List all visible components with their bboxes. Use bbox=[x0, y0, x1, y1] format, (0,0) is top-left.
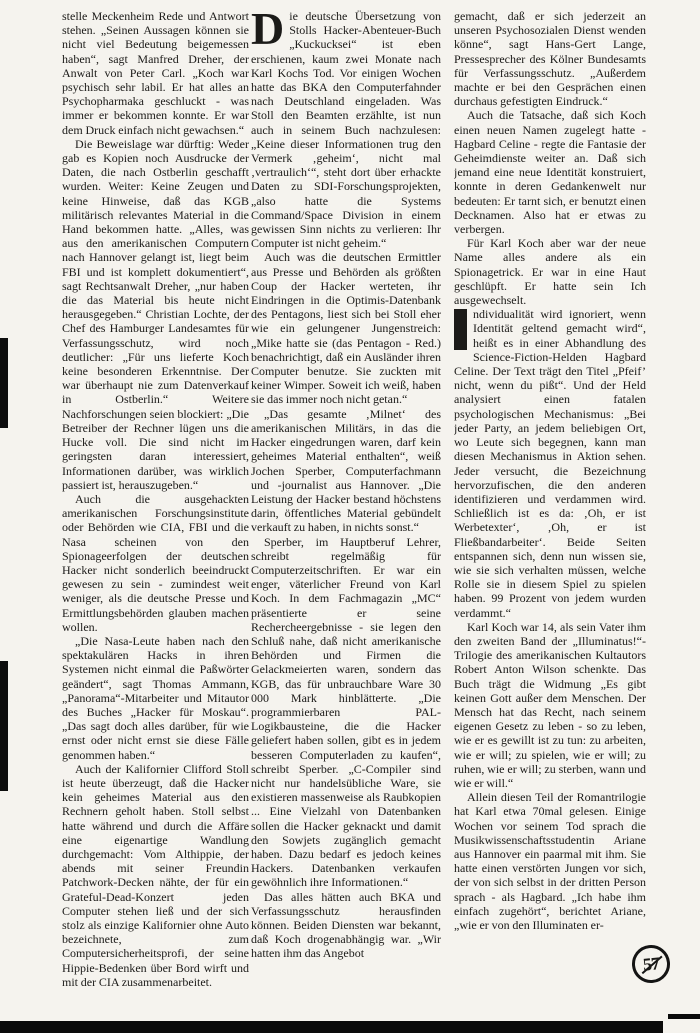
bottom-rule-bar bbox=[0, 1021, 663, 1033]
paragraph: Sperber, im Hauptberuf Lehrer, schreibt regelmäßig für Computerzeitschriften. Er war ein enger, väterlicher Freund von Karl Koch. In dem Fachmagazin „MC“ präsentierte er seine Rechercheergebnisse - sie legen den Schluß nahe, daß nicht amerikanische Behörden und Firmen die Gelackmeierten waren, sondern das KGB, das für unbrauchbare Ware 30 000 Mark hinblätterte. „Die programmierbaren PAL-Logikbausteine, die die Hacker geliefert haben sollen, gibt es in jedem besseren Computerladen zu kaufen“, schreibt Sperber. „C-Compiler sind nicht nur handelsübliche Ware, sie existieren massenweise als Raubkopien ... Eine Vielzahl von Datenbanken sollen die Hacker geknackt und damit den Sowjets zugänglich gemacht haben. Dazu bedarf es jedoch keines Hackers. Datenbanken verkaufen gewöhnlich ihre Informationen.“ bbox=[251, 534, 441, 890]
paragraph: stelle Meckenheim Rede und Antwort stehen. „Seinen Aussagen können sie nicht viel Bedeutung beigemessen haben“, sagt Manfred Dreher, der Anwalt von Peter Carl. „Koch war psychisch sehr labil. Er hat alles an Psychopharmaka geschluckt - was immer er bekommen konnte. Er war dem Druck einfach nicht gewachsen.“ bbox=[62, 9, 249, 137]
drop-cap-letter: D bbox=[251, 9, 285, 54]
paragraph: Für Karl Koch aber war der neue Name alles andere als ein Spionagetrick. Er war in eine Haut geschlüpft. Er hatte sein Ich ausgewechselt. bbox=[454, 236, 646, 308]
page-number-value: 57 bbox=[641, 952, 660, 975]
left-edge-mark-bottom bbox=[0, 661, 8, 791]
paragraph: Die deutsche Übersetzung von Stolls Hacker-Abenteuer-Buch „Kuckucksei“ ist eben erschienen, kaum zwei Monate nach Karl Kochs Tod. Vor einigen Wochen hatte das BKA den Computerfahnder nach Deutschland eingeladen. Was Stoll den Beamten erzählte, ist nun auch in seinem Buch nachzulesen: „Keine dieser Informationen trug den Vermerk ‚geheim‘, nicht mal ‚vertraulich‘“, steht dort über erhackte Daten zu SDI-Forschungsprojekten, „also hatte die Systems Command/Space Division in einem gewissen Sinn nichts zu verlieren: Ihr Computer ist nicht geheim.“ bbox=[251, 9, 441, 251]
paragraph: Karl Koch war 14, als sein Vater ihm den zweiten Band der „Illuminatus!“-Trilogie des amerikanischen Kultautors Robert Anton Wilson schenkte. Das Buch trägt die Widmung „Es gibt keinen Gott außer dem Menschen. Der Mensch hat das Recht, nach seinem eigenen Gesetz zu leben - so zu leben, wie er es gewillt ist zu tun: zu arbeiten, wie er will; zu spielen, wie er will; zu ruhen, wie er will; zu sterben, wann und wie er will.“ bbox=[454, 619, 646, 790]
drop-cap-letter bbox=[454, 309, 467, 350]
paragraph: Die Beweislage war dürftig: Weder gab es Kopien noch Ausdrucke der Daten, die nach Ostberlin geschafft wurden. Weiter: Keine Zeugen und keine Hinweise, daß das KGB militärisch relevantes Material in die Hand bekommen hatte. „Alles, was aus den amerikanischen Computern nach Hannover gelangt ist, liegt beim FBI und ist komplett dokumentiert“, sagt Rechtsanwalt Dreher, „nur haben die das Material bis heute nicht herausgegeben.“ Christian Lochte, der Chef des Hamburger Landesamtes für Verfassungsschutz, wird noch deutlicher: „Für uns lieferte Koch keine besonderen Erkenntnise. Der war überhaupt nie zum Datenverkauf in Ostberlin.“ Weitere Nachforschungen seien blockiert: „Die Betreiber der Rechner lügen uns die Hucke voll. Die sind nicht im geringsten daran interessiert, Informationen darüber, was wirklich passiert ist, herauszugeben.“ bbox=[62, 136, 249, 492]
paragraph: gemacht, daß er sich jederzeit an unseren Psychosozialen Dienst wenden könne“, sagt Hans-Gert Lange, Pressesprecher des Kölner Bundesamts für Verfassungsschutz. „Außerdem machte er bei den Gesprächen einen durchaus gefestigten Eindruck.“ bbox=[454, 9, 646, 109]
paragraph: Auch der Kalifornier Clifford Stoll ist heute überzeugt, daß die Hacker kein geheimes Material aus den Rechnern geholt haben. Stoll selbst hatte während und durch die Affäre eine eigenartige Wandlung durchgemacht: Vom Althippie, der abends mit seiner Freundin Patchwork-Decken nähte, der für ein Grateful-Dead-Konzert jeden Computer stehen ließ und der sich stolz als einzige Kalifornier ohne Auto bezeichnete, zum Computersicherheitsprofi, der seine Hippie-Bedenken über Bord wirft und mit der CIA zusammenarbeitet. bbox=[62, 761, 249, 989]
bottom-rule-bar-right-segment bbox=[668, 1014, 700, 1019]
text-column-middle bbox=[251, 9, 441, 1011]
paragraph: ndividualität wird ignoriert, wenn Identität geltend gemacht wird“, heißt es in einer Abhandlung des Science-Fiction-Helden Hagbard Celine. Der Text trägt den Titel „Pfeif’ nicht, wenn du pißt“. Und der Held analysiert einen fatalen psychologischen Mechanismus: „Bei jeder Party, an jedem beliebigen Ort, wo Leute sich begegnen, kann man diesen Mechanismus in Aktion sehen. Jeder versucht, die Bezeichnung hervorzufischen, die den anderen identifizieren und verdammen wird. Schließlich ist es da: ‚Oh, er ist Werbetexter‘, ‚Oh, er ist Fließbandarbeiter‘. Beide Seiten entspannen sich, denn nun wissen sie, wie sie sich verhalten müssen, welche Rolle sie in diesem Spiel zu spielen haben. 99 Prozent von jedem wurden verdammt.“ bbox=[454, 307, 646, 620]
paragraph: Das alles hätten auch BKA und Verfassungsschutz herausfinden können. Beiden Diensten war bekannt, daß Koch drogenabhängig war. „Wir hatten ihm das Angebot bbox=[251, 889, 441, 961]
paragraph: Auch was die deutschen Ermittler aus Presse und Behörden als größten Coup der Hacker werteten, ihr Eindringen in die Optimis-Datenbank des Pentagons, liest sich bei Stoll eher wie ein gelungener Jungenstreich: „Mike hatte sie (das Pentagon - Red.) benachrichtigt, daß ein Ausländer ihren Computer benutze. Sie zuckten mit keiner Wimper. Soweit ich weiß, haben sie das immer noch nicht getan.“ bbox=[251, 250, 441, 407]
paragraph: „Die Nasa-Leute haben nach den spektakulären Hacks in ihren Systemen nicht einmal die Paßwörter geändert“, sagt Thomas Ammann, „Panorama“-Mitarbeiter und Mitautor des Buches „Hacker für Moskau“. „Das sagt doch alles darüber, für wie ernst oder nicht ernst sie diese Fälle genommen haben.“ bbox=[62, 633, 249, 762]
text-column-right bbox=[454, 9, 646, 1011]
paragraph: Auch die ausgehackten amerikanischen Forschungsinstitute oder Behörden wie CIA, FBI und die Nasa scheinen von den Spionageerfolgen der deutschen Hacker nicht sonderlich beeindruckt gewesen zu sein - zumindest weit weniger, als die deutsche Presse und Ermittlungsbehörden glauben machen wollen. bbox=[62, 491, 249, 634]
text-column-left bbox=[62, 9, 249, 1011]
paragraph: Allein diesen Teil der Romantrilogie hat Karl etwa 70mal gelesen. Einige Wochen vor seinem Tod sprach die Musikwissenschaftsstudentin Ariane aus Hannover ein paarmal mit ihm. Sie hatte einen verstörten Jungen vor sich, der von sich selbst in der dritten Person sprach - als Hagbard. „Ich habe ihm einfach zugehört“, berichtet Ariane, „wie er von den Illuminaten er- bbox=[454, 790, 646, 932]
paragraph: Auch die Tatsache, daß sich Koch einen neuen Namen zugelegt hatte - Hagbard Celine - regte die Fantasie der Geheimdienste weiter an. Daß sich jemand eine neue Identität konstruiert, konnte in deren Gedankenwelt nur bedeuten: Er tarnt sich, er benutzt einen Decknamen. Also hat er etwas zu verbergen. bbox=[454, 108, 646, 237]
paragraph: „Das gesamte ‚Milnet‘ des amerikanischen Militärs, in das die Hacker eingedrungen waren, darf kein geheimes Material enthalten“, weiß Jochen Sperber, Computerfachmann und -journalist aus Hannover. „Die Leistung der Hacker bestand höchstens darin, öffentliches Material gebündelt verkauft zu haben, in nichts sonst.“ bbox=[251, 406, 441, 535]
left-edge-mark-top bbox=[0, 338, 8, 428]
